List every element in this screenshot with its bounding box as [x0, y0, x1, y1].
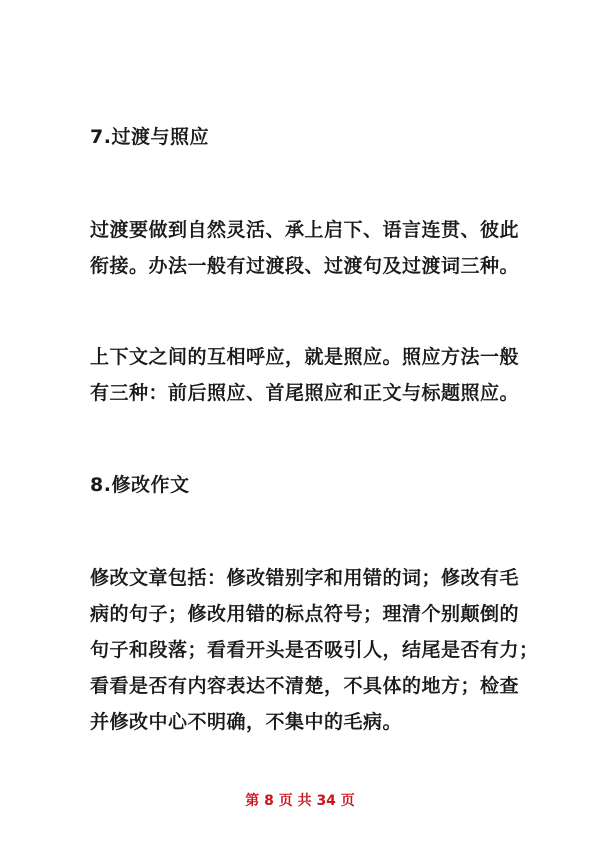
paragraph-line: 衔接。办法一般有过渡段、过渡句及过渡词三种。 — [90, 255, 520, 277]
paragraph-line: 过渡要做到自然灵活、承上启下、语言连贯、彼此 — [90, 219, 520, 241]
paragraph-revision — [90, 560, 539, 740]
paragraph-line: 修改文章包括：修改错别字和用错的词；修改有毛 — [90, 567, 520, 589]
paragraph-line: 并修改中心不明确，不集中的毛病。 — [90, 711, 403, 733]
section-heading-8: 8.修改作文 — [90, 474, 190, 496]
paragraph-transition — [90, 212, 520, 284]
paragraph-line: 病的句子；修改用错的标点符号；理清个别颠倒的 — [90, 603, 520, 625]
paragraph-line: 上下文之间的互相呼应，就是照应。照应方法一般 — [90, 346, 520, 368]
paragraph-line: 看看是否有内容表达不清楚，不具体的地方；检查 — [90, 675, 520, 697]
paragraph-line: 句子和段落；看看开头是否吸引人，结尾是否有力； — [90, 639, 539, 661]
page-number-footer: 第 8 页 共 34 页 — [245, 793, 355, 809]
section-heading-7: 7.过渡与照应 — [90, 126, 209, 148]
paragraph-line: 有三种：前后照应、首尾照应和正文与标题照应。 — [90, 382, 520, 404]
paragraph-echo — [90, 339, 520, 411]
